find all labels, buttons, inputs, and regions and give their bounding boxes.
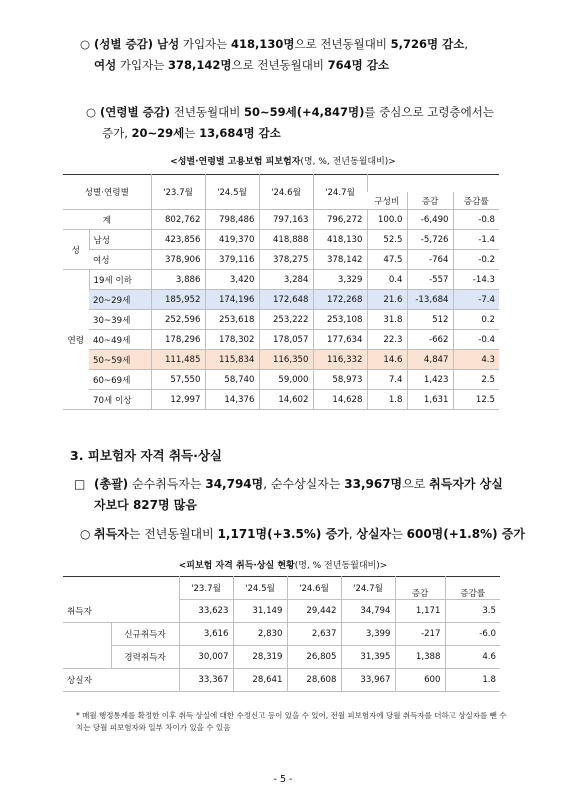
circle-bullet-icon: ○: [80, 37, 91, 51]
header-col: '24.5월: [205, 175, 259, 210]
group-label-age: 연령: [63, 270, 89, 410]
bullet-acquire-loss: ○ 취득자는 전년동월대비 1,171명(+3.5%) 증가, 상실자는 600명(+1.8%) 증가: [80, 524, 530, 545]
table-row-highlight-blue: 20~29세 185,952 174,196 172,648 172,268 21.6 -13,684 -7.4: [63, 290, 499, 310]
row-label: 50~59세: [89, 350, 151, 370]
footnote: * 매월 행정통계를 확정한 이후 취득 상실에 대한 수정신고 등이 있을 수 있어, 전월 피보험자에 당월 취득자를 더하고 상실자를 뺀 수치는 당월 피보험자와 일부 차이가 있을 수 있음: [76, 711, 507, 732]
page-number: - 5 -: [273, 774, 293, 785]
header-diff: 증감: [395, 577, 445, 600]
header-col: '23.7월: [151, 175, 205, 210]
table-row: 30~39세 252,596 253,618 253,222 253,108 31.8 512 0.2: [63, 310, 499, 330]
circle-bullet-icon: ○: [80, 527, 91, 541]
row-label: 여성: [89, 250, 151, 270]
table-row: 상실자 33,367 28,641 28,608 33,967 600 1.8: [63, 669, 500, 692]
header-rate: 증감률: [453, 192, 499, 210]
header-rate: 증감률: [445, 577, 500, 600]
header-col: '23.7월: [179, 577, 233, 600]
table2-caption: <피보험 자격 취득·상실 현황(명, % 전년동월대비)>: [178, 561, 388, 571]
bullet-gender-change: ○ (성별 증감) 남성 가입자는 418,130명으로 전년동월대비 5,726명 감소, 여성 가입자는 378,142명으로 전년동월대비 764명 감소: [80, 34, 520, 76]
table-row: 경력취득자 30,007 28,319 26,805 31,395 1,388 4.6: [63, 646, 500, 669]
header-col: '24.7월: [341, 577, 395, 600]
group-label-gender: 성: [63, 230, 89, 270]
header-col: '24.5월: [233, 577, 287, 600]
row-label: 상실자: [63, 669, 179, 692]
row-label: 19세 이하: [89, 270, 151, 290]
table-row: 60~69세 57,550 58,740 59,000 58,973 7.4 1,423 2.5: [63, 370, 499, 390]
row-label: 60~69세: [89, 370, 151, 390]
header-diff: 증감: [407, 192, 453, 210]
row-label: 남성: [89, 230, 151, 250]
header-share: 구성비: [367, 192, 407, 210]
table-header-row: [63, 175, 499, 193]
table1-caption: <성별·연령별 고용보험 피보험자(명, %, 전년동월대비)>: [170, 157, 396, 167]
header-col: '24.7월: [313, 175, 367, 210]
row-label: 신규취득자: [111, 623, 179, 646]
table-row: 여성 378,906 379,116 378,275 378,142 47.5 -764 -0.2: [63, 250, 499, 270]
row-label: 경력취득자: [111, 646, 179, 669]
square-bullet-icon: □: [74, 477, 86, 491]
header-col: '24.6월: [259, 175, 313, 210]
table-header-row: [63, 577, 500, 600]
row-label: 계: [63, 210, 151, 230]
table-row: 성 남성 423,856 419,370 418,888 418,130 52.5 -5,726 -1.4: [63, 230, 499, 250]
row-label: 40~49세: [89, 330, 151, 350]
row-label: 70세 이상: [89, 390, 151, 410]
table-row-total: 계 802,762 798,486 797,163 796,272 100.0 -6,490 -0.8: [63, 210, 499, 230]
acquire-loss-table: [63, 576, 500, 692]
section-heading: 3. 피보험자 자격 취득·상실: [70, 448, 223, 463]
insured-by-gender-age-table: [63, 174, 499, 410]
circle-bullet-icon: ○: [86, 105, 97, 119]
header-col: '24.6월: [287, 577, 341, 600]
bullet-age-change: ○ (연령별 증감) 전년동월대비 50~59세(+4,847명)를 중심으로 고령층에서는 증가, 20~29세는 13,684명 감소: [86, 102, 526, 144]
bullet-summary: □ (총괄) 순수취득자는 34,794명, 순수상실자는 33,967명으로 취득자가 상실 자보다 827명 많음: [74, 474, 524, 516]
table-row: 40~49세 178,296 178,302 178,057 177,634 22.3 -662 -0.4: [63, 330, 499, 350]
table-row-highlight-orange: 50~59세 111,485 115,834 116,350 116,332 14.6 4,847 4.3: [63, 350, 499, 370]
row-label: 30~39세: [89, 310, 151, 330]
table-row: 취득자 33,623 31,149 29,442 34,794 1,171 3.5: [63, 600, 500, 623]
table-row: 신규취득자 3,616 2,830 2,637 3,399 -217 -6.0: [63, 623, 500, 646]
row-label: 20~29세: [89, 290, 151, 310]
row-label: 취득자: [63, 600, 179, 623]
header-category: 성별·연령별: [63, 175, 151, 210]
table-row: 70세 이상 12,997 14,376 14,602 14,628 1.8 1,631 12.5: [63, 390, 499, 410]
table-row: 연령 19세 이하 3,886 3,420 3,284 3,329 0.4 -557 -14.3: [63, 270, 499, 290]
